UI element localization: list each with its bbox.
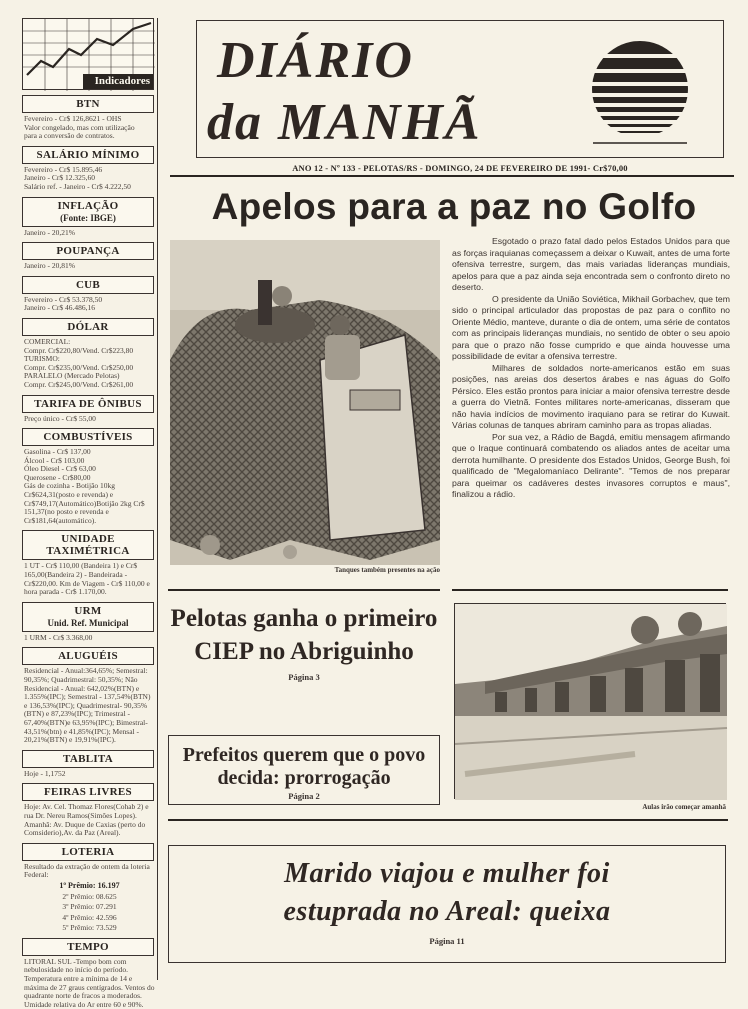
newspaper-globe-logo <box>585 37 695 147</box>
section-rule <box>168 819 728 821</box>
ciep-story <box>168 596 440 724</box>
section-combustiveis <box>22 428 157 525</box>
section-title: INFLAÇÃO <box>57 199 119 212</box>
section-tarifa-onibus <box>22 395 157 424</box>
section-text: Gasolina - Cr$ 137,00 Álcool - Cr$ 103,00 Óleo Diesel - Cr$ 63,00 Querosene - Cr$80,00 Gás de cozinha - Botijão 10kg Cr$624,31(posto e revenda) e Cr$749,17(Automático)Botijão 2kg Cr$ 151,37(no posto e revenda e Cr$181,64(automático). <box>24 447 145 525</box>
section-title: CUB <box>22 276 154 294</box>
section-feiras-livres <box>22 783 157 837</box>
main-article <box>452 236 730 501</box>
section-title: DÓLAR <box>22 318 154 336</box>
edition-line: ANO 12 - Nº 133 - PELOTAS/RS - DOMINGO, 24 DE FEVEREIRO DE 1991- Cr$70,00 <box>292 163 628 173</box>
section-salario-minimo <box>22 146 157 192</box>
section-text: Janeiro - 20,21% <box>24 227 76 237</box>
section-title: TEMPO <box>22 938 154 956</box>
tank-image <box>170 240 440 565</box>
ciep-photo <box>454 603 726 799</box>
tank-photo <box>170 240 440 565</box>
lottery-prize: 5º Prêmio: 73.529 <box>62 923 117 933</box>
section-dolar <box>22 318 157 390</box>
article-paragraph: Por sua vez, a Rádio de Bagdá, emitiu mensagem afirmando que o Iraque continuará combatendo os aliados antes de aceitar uma derrota humilhante. O presidente dos Estados Unidos, George Bush, foi qualificado de "Megalomaníaco Delirante". "Temos de nos preparar para queimar os cadáveres destes invasores corruptos e maus", finalizou a rádio. <box>452 431 730 499</box>
masthead <box>196 20 724 158</box>
section-title: TABLITA <box>22 750 154 768</box>
masthead-rule <box>170 175 734 177</box>
section-cub <box>22 276 157 313</box>
lottery-prize: 3º Prêmio: 07.291 <box>62 902 117 912</box>
marido-story <box>168 845 726 963</box>
ciep-photo-caption: Aulas irão começar amanhã <box>642 803 726 811</box>
section-poupanca <box>22 242 157 271</box>
indicators-sidebar <box>22 18 158 1009</box>
prefeitos-story <box>168 735 440 805</box>
section-title: POUPANÇA <box>22 242 154 260</box>
section-text: Fevereiro - Cr$ 15.895,46 Janeiro - Cr$ 12.325,60 Salário ref. - Janeiro - Cr$ 4.222,50 <box>24 164 131 191</box>
newspaper-title-line1: DIÁRIO <box>217 32 414 89</box>
section-text: Preço único - Cr$ 55,00 <box>24 413 96 423</box>
section-title: UNIDADE TAXIMÉTRICA <box>22 530 154 560</box>
prefeitos-headline: Prefeitos querem que o povo decida: prorrogação <box>182 744 426 789</box>
indicators-label: Indicadores <box>83 74 153 89</box>
section-text: LITORAL SUL -Tempo bom com nebulosidade no início do período. Temperatura entre a mínima de 14 e máxima de 27 graus centígrados. Ventos do quadrante norte de fracos a moderados. Umidade relativa do Ar entre 60 e 90%. <box>24 956 155 1009</box>
section-title-box <box>22 602 154 632</box>
section-tempo <box>22 938 157 1009</box>
article-paragraph: Esgotado o prazo fatal dado pelos Estados Unidos para que as forças iraquianas começassem a deixar o Kuwait, antes de uma forte ofensiva terrestre, surgem, das mais variadas lideranças mundiais, apelos para que a paz ainda seja encontrada sem o confronto direto no deserto. <box>452 236 730 292</box>
school-image <box>455 604 727 800</box>
indicators-logo <box>22 18 154 90</box>
article-paragraph: Milhares de soldados norte-americanos estão em suas posições, nas areias dos desertos árabes e nas águas do Golfo Pérsico. Eles estão prontos para iniciar a maior ofensiva terrestre desde a guerra do Vietnã. Fontes militares norte-americanas, disseram que não havia indícios de movimento iraquiano para se retirar do Kuwait. Várias colunas de tanques abriram caminho para as tropas aliadas. <box>452 362 730 430</box>
section-title: TARIFA DE ÔNIBUS <box>22 395 154 413</box>
section-rule <box>452 589 728 591</box>
section-text: 1 UT - Cr$ 110,00 (Bandeira 1) e Cr$ 165,00(Bandeira 2) - Bandeirada - Cr$220,00. Km de Viagem - Cr$ 110,00 e hora parada - Cr$ 1.170,00. <box>24 561 150 597</box>
main-headline: Apelos para a paz no Golfo <box>211 186 697 227</box>
section-title: URM <box>74 604 102 617</box>
section-unidade-taximetrica <box>22 530 157 596</box>
lottery-prize: 4º Prêmio: 42.596 <box>62 912 117 922</box>
section-alugueis <box>22 647 157 744</box>
section-title: COMBUSTÍVEIS <box>22 428 154 446</box>
tank-photo-caption: Tanques também presentes na ação <box>334 566 440 574</box>
marido-page-ref: Página 11 <box>429 936 465 946</box>
section-text: Hoje - 1,1752 <box>24 768 66 778</box>
section-title: FEIRAS LIVRES <box>22 783 154 801</box>
section-text: Fevereiro - Cr$ 53.378,50 Janeiro - Cr$ 46.486,16 <box>24 294 103 313</box>
ciep-headline: Pelotas ganha o primeiro CIEP no Abriguinho <box>170 605 438 665</box>
newspaper-title-line2: da MANHÃ <box>207 94 482 151</box>
section-title: LOTERIA <box>22 843 154 861</box>
lottery-prize: 1º Prêmio: 16.197 <box>59 880 120 890</box>
section-title-box <box>22 197 154 227</box>
prefeitos-page-ref: Página 2 <box>288 791 320 801</box>
section-subtitle: Unid. Ref. Municipal <box>47 617 129 628</box>
section-text: Residencial - Anual:364,65%; Semestral: 90,35%; Quadrimestral: 50,35%; Não Residencial - Anual: 642,02%(BTN) e 1.355%(IPC); Semestral - 137,54%(BTN) e 136,53%(IPC); Quadrimestral- 90,35%(BTN) e 87,23%(IPC); Trimestral - 67,40%(BTN)e 63,95%(IPC); Bimestral- 43,51%(btn) e 41,85%(IPC); Mensal - 20,21%(BTN) e 19,91%(IPC). <box>24 666 151 745</box>
section-text: Fevereiro - Cr$ 126,8621 - OHS Valor congelado, mas com utilização para a conversão de contratos. <box>24 114 135 141</box>
section-tablita <box>22 750 157 779</box>
section-urm <box>22 602 157 643</box>
section-text: COMERCIAL: Compr. Cr$220,80/Vend. Cr$223,80 TURISMO: Compr. Cr$235,00/Vend. Cr$250,00 PARALELO (Mercado Pelotas) Compr. Cr$245,00/Vend. Cr$261,00 <box>24 336 134 389</box>
ciep-page-ref: Página 3 <box>288 672 320 682</box>
lottery-prize: 2º Prêmio: 08.625 <box>62 891 117 901</box>
article-paragraph: O presidente da União Soviética, Mikhail Gorbachev, que tem sido o principal articulador das propostas de paz para o conflito no Oriente Médio, manteve, durante o dia de ontem, uma série de contatos com as principais lideranças mundiais, no sentido de obter o seu apoio para que o prazo não fosse cumprido e que ainda houvesse uma possibilidade de evitar a ofensiva terrestre. <box>452 293 730 361</box>
section-subtitle: (Fonte: IBGE) <box>60 212 116 223</box>
section-text: Resultado da extração de ontem da loteria Federal: <box>24 861 150 880</box>
section-title: BTN <box>22 95 154 113</box>
section-title: SALÁRIO MÍNIMO <box>22 146 154 164</box>
section-title: ALUGUÉIS <box>22 647 154 665</box>
section-inflacao <box>22 197 157 238</box>
section-loteria <box>22 843 157 933</box>
section-rule <box>168 589 440 591</box>
section-btn <box>22 95 157 141</box>
section-text: Hoje: Av. Cel. Thomaz Flores(Cohab 2) e rua Dr. Nereu Ramos(Simões Lopes). Amanhã: Av. Duque de Caxias (perto do Comsiderio),Av. da Paz (Areal). <box>24 802 149 838</box>
section-text: Janeiro - 20,81% <box>24 261 76 271</box>
marido-headline: Marido viajou e mulher foi estuprada no Areal: queixa <box>283 858 611 927</box>
section-text: 1 URM - Cr$ 3.368,00 <box>24 632 93 642</box>
